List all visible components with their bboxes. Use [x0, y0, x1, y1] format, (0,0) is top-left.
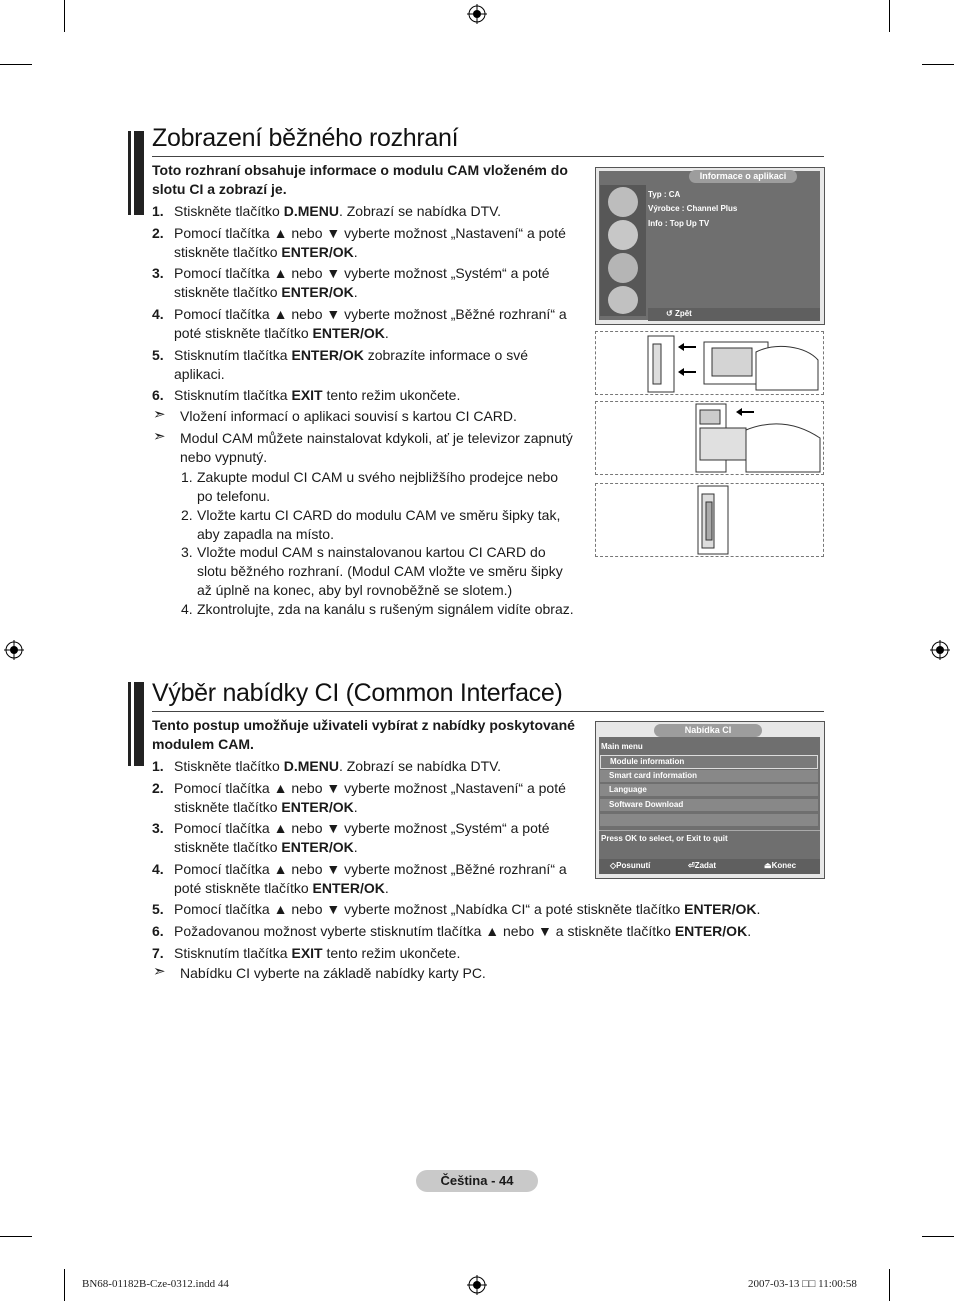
file-slug: BN68-01182B-Cze-0312.indd 44	[82, 1278, 229, 1290]
move-icon: ◇	[610, 861, 617, 870]
registration-mark-icon	[467, 4, 487, 24]
crop-mark	[922, 1236, 954, 1237]
ci-menu-screen	[595, 721, 825, 879]
crop-mark	[889, 0, 890, 32]
registration-mark-icon	[4, 640, 24, 660]
osd-title: Nabídka CI	[654, 724, 762, 737]
input-icon	[608, 187, 638, 217]
menu-item-empty[interactable]	[600, 814, 818, 826]
step-5: 5. Stisknutím tlačítka ENTER/OK zobrazíte informace o své aplikaci.	[152, 347, 529, 382]
menu-item-language[interactable]: Language	[600, 784, 818, 796]
section-rule	[152, 711, 824, 712]
section-marker	[128, 131, 131, 215]
step-3: 3. Pomocí tlačítka ▲ nebo ▼ vyberte možnost „Systém“ a poté stiskněte tlačítko ENTER/OK.	[152, 265, 550, 300]
back-button[interactable]: ↺ Zpět	[666, 309, 692, 318]
section-rule	[152, 156, 824, 157]
cam-card-illustration	[596, 332, 823, 394]
registration-mark-icon	[930, 640, 950, 660]
osd-header: Main menu	[601, 742, 643, 751]
crop-mark	[0, 1236, 32, 1237]
note-arrow-icon: ➣	[153, 406, 166, 423]
section-marker	[134, 682, 144, 766]
step-4: 4. Pomocí tlačítka ▲ nebo ▼ vyberte možnost „Běžné rozhraní“ a poté stiskněte tlačítko ENTER/OK.	[152, 306, 567, 341]
substep-2: 2. Vložte kartu CI CARD do modulu CAM ve směru šipky tak, aby zapadla na místo.	[181, 507, 561, 542]
move-hint: ◇Posunutí	[610, 861, 651, 870]
osd-title: Informace o aplikaci	[689, 170, 797, 183]
step-4: 4. Pomocí tlačítka ▲ nebo ▼ vyberte možnost „Běžné rozhraní“ a poté stiskněte tlačítko ENTER/OK.	[152, 861, 567, 896]
menu-item-software-download[interactable]: Software Download	[600, 799, 818, 811]
osd-info-type: Typ : CA	[648, 190, 681, 199]
setup-gear-icon	[608, 253, 638, 283]
section-title: Výběr nabídky CI (Common Interface)	[152, 679, 563, 707]
illustration-insert-card	[595, 331, 824, 395]
page-number: Čeština - 44	[416, 1170, 538, 1192]
cam-module-illustration	[596, 402, 823, 474]
menu-item-module-information[interactable]: Module information	[600, 755, 818, 769]
crop-mark	[0, 64, 32, 65]
section-intro: Toto rozhraní obsahuje informace o modulu CAM vloženém do slotu CI a zobrazí je.	[152, 162, 568, 197]
exit-icon: ⏏	[764, 861, 772, 870]
date-slug: 2007-03-13 □□ 11:00:58	[748, 1278, 857, 1290]
illustration-insert-module	[595, 401, 824, 475]
note-arrow-icon: ➣	[153, 963, 166, 980]
menu-item-smart-card-information[interactable]: Smart card information	[600, 770, 818, 782]
application-info-screen	[595, 167, 825, 325]
osd-info-info: Info : Top Up TV	[648, 219, 710, 228]
illustration-module-inserted	[595, 483, 824, 557]
crop-mark	[64, 0, 65, 32]
registration-mark-icon	[467, 1275, 487, 1295]
exit-button[interactable]: ⏏Konec	[764, 861, 797, 870]
crop-mark	[922, 64, 954, 65]
section-marker	[134, 131, 144, 215]
return-icon: ↺	[666, 309, 673, 318]
section-marker	[128, 682, 131, 766]
osd-info-manufacturer: Výrobce : Channel Plus	[648, 204, 738, 213]
note: ➣ Modul CAM můžete nainstalovat kdykoli, ať je televizor zapnutý nebo vypnutý.	[153, 428, 573, 465]
substep-1: 1. Zakupte modul CI CAM u svého nejbližšího prodejce nebo po telefonu.	[181, 469, 559, 504]
osd-sidebar	[600, 185, 646, 316]
substep-3: 3. Vložte modul CAM s nainstalovanou kartou CI CARD do slotu běžného rozhraní. (Modul CAM vložte ve směru šipky až úplně na konec, aby byl rovnoběžně se slotem.)	[181, 544, 563, 598]
picture-icon	[608, 220, 638, 250]
osd-hint: Press OK to select, or Exit to quit	[601, 834, 728, 843]
sound-icon	[608, 286, 638, 314]
note-arrow-icon: ➣	[153, 428, 166, 445]
step-2: 2. Pomocí tlačítka ▲ nebo ▼ vyberte možnost „Nastavení“ a poté stiskněte tlačítko ENTER/OK.	[152, 780, 566, 815]
cam-slot-illustration	[596, 484, 823, 556]
section-title: Zobrazení běžného rozhraní	[152, 124, 459, 152]
section-intro: Tento postup umožňuje uživateli vybírat z nabídky poskytované modulem CAM.	[152, 717, 575, 752]
crop-mark	[64, 1269, 65, 1301]
enter-icon: ⏎	[688, 861, 695, 870]
crop-mark	[889, 1269, 890, 1301]
step-2: 2. Pomocí tlačítka ▲ nebo ▼ vyberte možnost „Nastavení“ a poté stiskněte tlačítko ENTER/OK.	[152, 225, 566, 260]
enter-button[interactable]: ⏎Zadat	[688, 861, 717, 870]
step-3: 3. Pomocí tlačítka ▲ nebo ▼ vyberte možnost „Systém“ a poté stiskněte tlačítko ENTER/OK.	[152, 820, 550, 855]
